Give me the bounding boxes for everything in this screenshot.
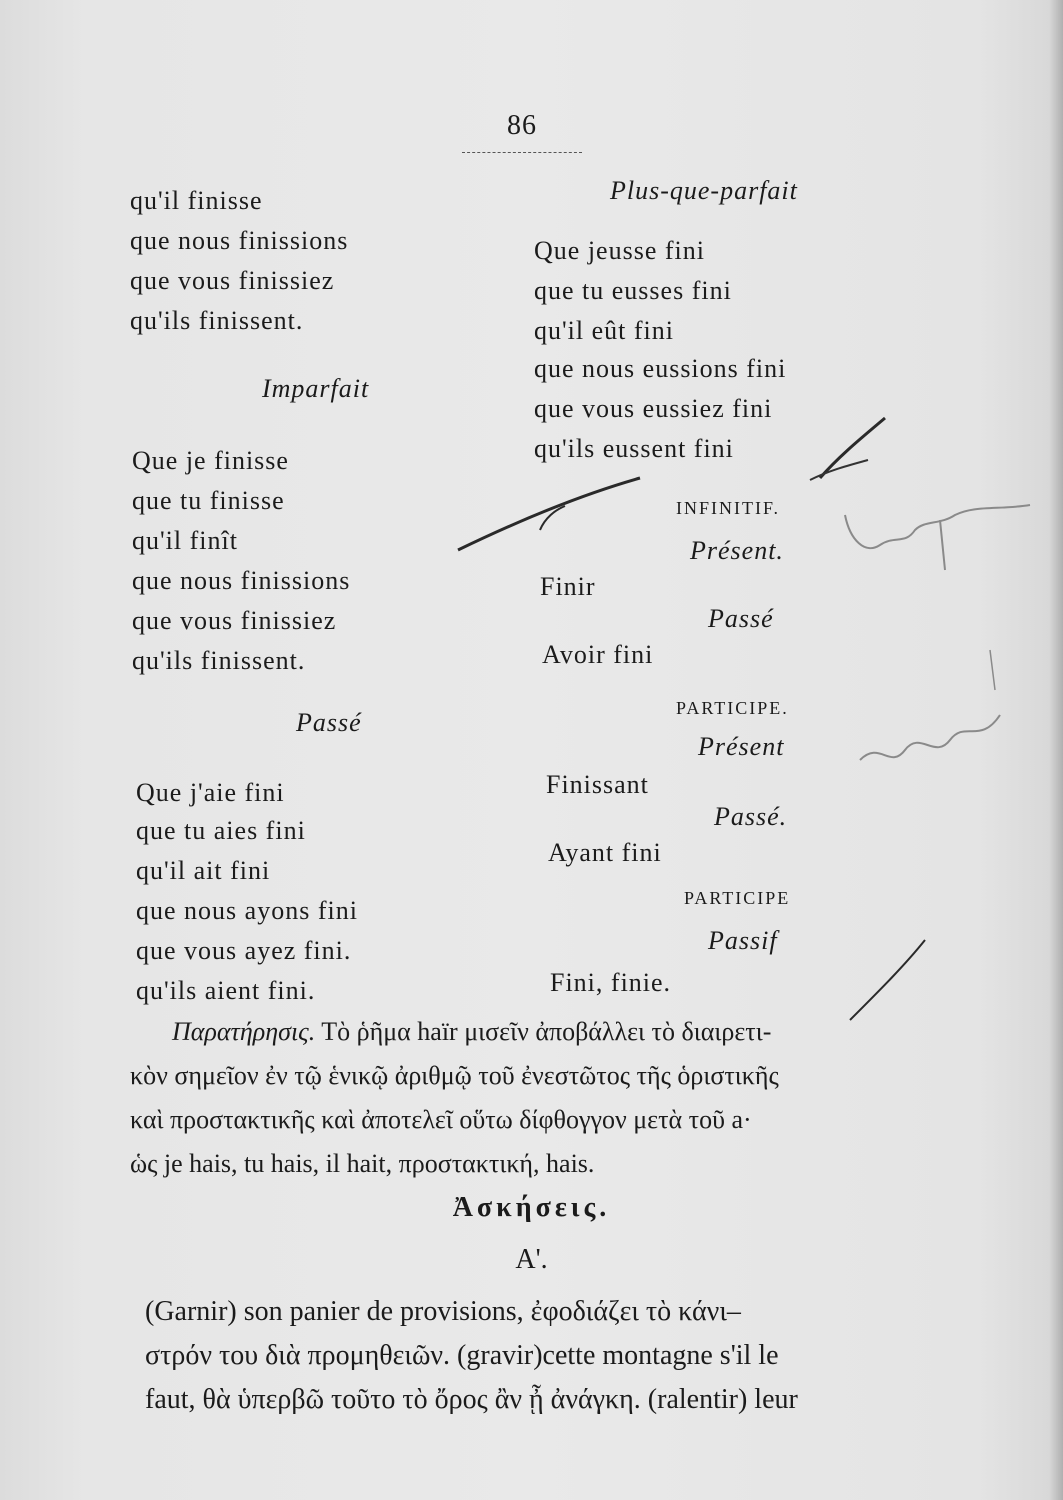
exercise-line: στρόν του διὰ προμηθειῶν. (gravir)cette montagne s'il le [145, 1340, 779, 1371]
pencil-stroke [940, 520, 945, 570]
conjugation-line: que nous ayons fini [136, 896, 358, 925]
pencil-stroke [990, 650, 995, 690]
note-text: Τὸ ῥῆμα haïr μισεῖν ἀποβάλλει τὸ διαιρετι- [321, 1017, 772, 1046]
infinitive-form: Finir [540, 572, 596, 601]
imparfait-heading: Imparfait [262, 374, 370, 403]
passe-heading: Passé. [714, 802, 788, 831]
note-text: καὶ προστακτικῆς καὶ ἀποτελεῖ οὕτω δίφθογγον μετὰ τοῦ a· [130, 1105, 752, 1134]
pencil-stroke [458, 478, 640, 550]
conjugation-line: Que j'aie fini [136, 778, 285, 807]
participle-form: Finissant [546, 770, 649, 799]
conjugation-line: que tu eusses fini [534, 276, 732, 305]
conjugation-line: Que jeusse fini [534, 236, 705, 265]
conjugation-line: que tu finisse [132, 486, 285, 515]
infinitive-past-form: Avoir fini [542, 640, 654, 669]
exercise-line: (Garnir) son panier de provisions, ἐφοδιάζει τὸ κάνι– [145, 1296, 741, 1327]
conjugation-line: que vous ayez fini. [136, 936, 352, 965]
conjugation-line: qu'il eût fini [534, 316, 675, 345]
participle-past-form: Ayant fini [548, 838, 662, 867]
section-subtitle: A'. [515, 1244, 548, 1275]
conjugation-line: qu'ils eussent fini [534, 434, 734, 463]
present-heading: Présent. [690, 536, 784, 565]
page-number: 86 [507, 110, 537, 141]
exercise-line: faut, θὰ ὑπερβῶ τοῦτο τὸ ὄρος ἂν ᾖ ἀνάγκη. (ralentir) leur [145, 1384, 798, 1415]
infinitif-heading: INFINITIF. [676, 498, 781, 518]
conjugation-line: qu'il finît [132, 526, 238, 555]
passe-heading: Passé [296, 708, 362, 737]
section-title: Ἀσκήσεις. [452, 1192, 611, 1223]
participe-heading: PARTICIPE [684, 888, 791, 908]
conjugation-line: que vous finissiez [130, 266, 335, 295]
conjugation-line: que nous eussions fini [534, 354, 787, 383]
pencil-stroke [850, 940, 925, 1020]
pencil-handwriting [845, 505, 1030, 548]
passe-heading: Passé [708, 604, 774, 633]
conjugation-line: Que je finisse [132, 446, 289, 475]
conjugation-line: qu'ils finissent. [130, 306, 304, 335]
conjugation-line: que nous finissions [130, 226, 349, 255]
conjugation-line: que vous eussiez fini [534, 394, 773, 423]
conjugation-line: que nous finissions [132, 566, 351, 595]
note-text: ὡς je hais, tu hais, il hait, προστακτική, hais. [130, 1149, 595, 1178]
conjugation-line: qu'ils finissent. [132, 646, 306, 675]
participe-heading: PARTICIPE. [676, 698, 789, 718]
conjugation-line: que vous finissiez [132, 606, 337, 635]
conjugation-line: qu'il ait fini [136, 856, 271, 885]
present-heading: Présent [698, 732, 785, 761]
plus-que-parfait-heading: Plus-que-parfait [610, 176, 798, 205]
passif-heading: Passif [708, 926, 778, 955]
conjugation-line: que tu aies fini [136, 816, 306, 845]
pencil-stroke [820, 418, 885, 478]
participle-passive-form: Fini, finie. [550, 968, 672, 997]
conjugation-line: qu'il finisse [130, 186, 263, 215]
note-label: Παρατήρησις. [172, 1017, 316, 1046]
note-text: κὸν σημεῖον ἐν τῷ ἑνικῷ ἀριθμῷ τοῦ ἐνεστῶτος τῆς ὁριστικῆς [130, 1061, 779, 1090]
pencil-stroke [810, 460, 868, 480]
pencil-handwriting [860, 715, 1000, 760]
conjugation-line: qu'ils aient fini. [136, 976, 316, 1005]
